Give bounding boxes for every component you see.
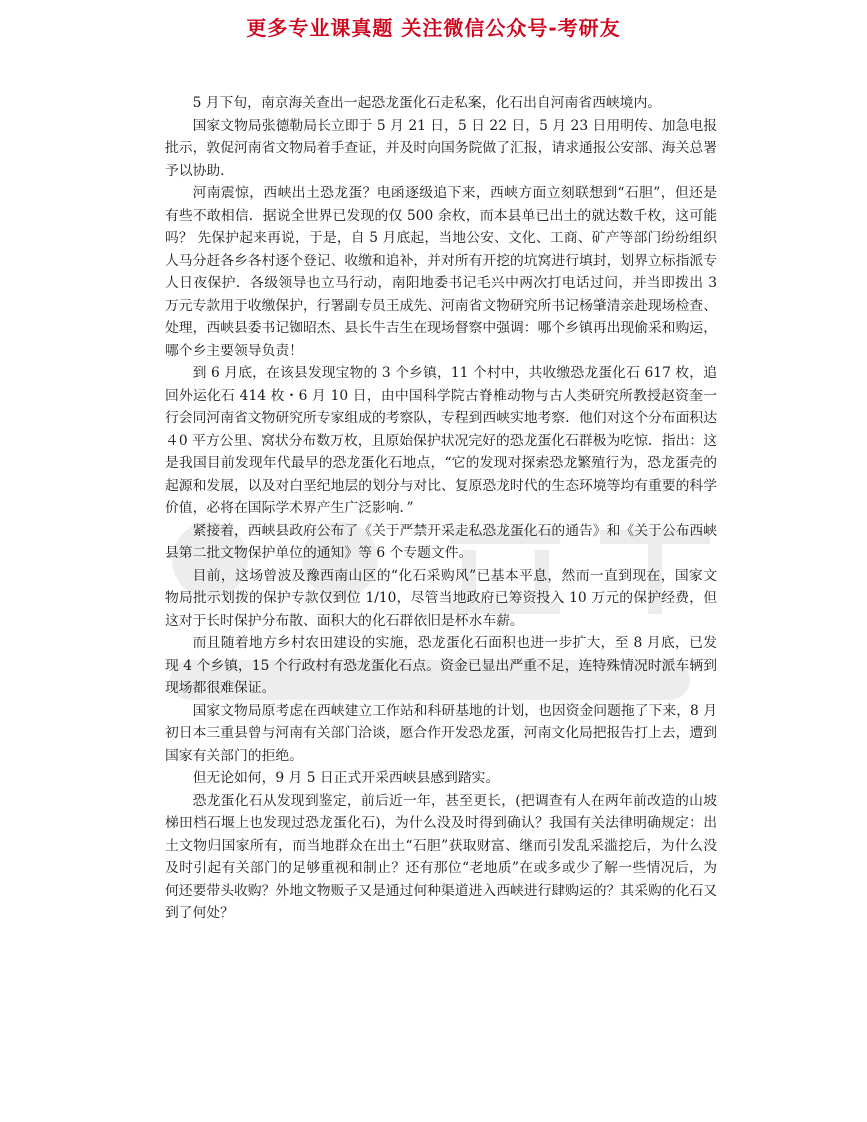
paragraph: 到 6 月底，在该县发现宝物的 3 个乡镇，11 个村中，共收缴恐龙蛋化石 617 枚，追回外运化石 414 枚・6 月 10 日，由中国科学院古脊椎动物与古人类研究所教授赵资奎一行会同河南省文物研究所专家组成的考察队，专程到西峡实地考察．他们对这个分布面积达 ４0 平方公里、窝状分布数万枚，且原始保护状况完好的恐龙蛋化石群极为吃惊．指出：这是我国目前发现年代最早的恐龙蛋化石地点，“它的发现对探索恐龙繁殖行为，恐龙蛋壳的起源和发展，以及对白垩纪地层的划分与对比、复原恐龙时代的生态环境等均有重要的科学价值，必将在国际学术界产生广泛影响．” <box>165 365 731 516</box>
promo-banner: 更多专业课真题 关注微信公众号-考研友 <box>246 16 621 40</box>
paragraph: 而且随着地方乡村农田建设的实施，恐龙蛋化石面积也进一步扩大，至 8 月底，已发现 4 个乡镇，15 个行政村有恐龙蛋化石点。资金已显出严重不足，连特殊情况时派车辆到现场都很难保证。 <box>165 635 717 696</box>
paragraph: 紧接着，西峡县政府公布了《关于严禁开采走私恐龙蛋化石的通告》和《关于公布西峡县第二批文物保护单位的通知》等 6 个专题文件。 <box>165 522 717 561</box>
paragraph: 目前，这场曾波及豫西南山区的“化石采购风”已基本平息，然而一直到现在，国家文物局批示划拨的保护专款仅到位 1/10，尽管当地政府已筹资投入 10 万元的保护经费，但这对于长时保护分布散、面积大的化石群依旧是杯水车薪。 <box>165 567 717 629</box>
paragraph: 国家文物局原考虑在西峡建立工作站和科研基地的计划，也因资金问题拖了下来，8 月初日本三重县曾与河南有关部门洽谈，愿合作开发恐龙蛋，河南文化局把报告打上去，遭到国家有关部门的拒绝。 <box>165 702 717 764</box>
paragraph: 国家文物局张德勒局长立即于 5 月 21 日，5 日 22 日，5 月 23 日用明传、加急电报批示，敦促河南省文物局着手查证，并及时向国务院做了汇报，请求通报公安部、海关总署予以协助. <box>165 117 717 179</box>
paragraph: 但无论如何，9 月 5 日正式开采西峡县感到踏实。 <box>192 770 500 786</box>
paragraph: 恐龙蛋化石从发现到鉴定，前后近一年，甚至更长，(把调查有人在两年前改造的山坡梯田档石堰上也发现过恐龙蛋化石)，为什么没及时得到确认？我国有关法律明确规定：出土文物归国家所有，而当地群众在出土“石胆”获取财富、继而引发乱采滥挖后，为什么没及时引起有关部门的足够重视和制止？还有那位“老地质”在或多或少了解一些情况后，为何还要带头收购？外地文物贩子又是通过何种渠道进入西峡进行肆购运的？其采购的化石又到了何处？ <box>165 792 717 921</box>
paragraph: 河南震惊，西峡出土恐龙蛋？电函逐级追下来，西峡方面立刻联想到“石胆”，但还是有些不敢相信．据说全世界已发现的仅 500 余枚，而本县单已出土的就达数千枚，这可能吗？ 先保护起来再说，于是，自 5 月底起，当地公安、文化、工商、矿产等部门纷纷组织人马分赶各乡各村逐个登记、收缴和追补，并对所有开挖的坑窝进行填封，划界立标指派专人日夜保护．各级领导也立马行动，南阳地委书记毛兴中两次打电话过问，并当即拨出 3 万元专款用于收缴保护，行署副专员王成先、河南省文物研究所书记杨肇清亲赴现场检查、处理，西峡县委书记铷昭杰、县长牛吉生在现场督察中强调：哪个乡镇再出现偷采和购运，哪个乡主要领导负责！ <box>165 185 717 359</box>
article-body <box>165 92 731 925</box>
paragraph: 5 月下旬，南京海关查出一起恐龙蛋化石走私案，化石出自河南省西峡境内。 <box>192 95 662 111</box>
